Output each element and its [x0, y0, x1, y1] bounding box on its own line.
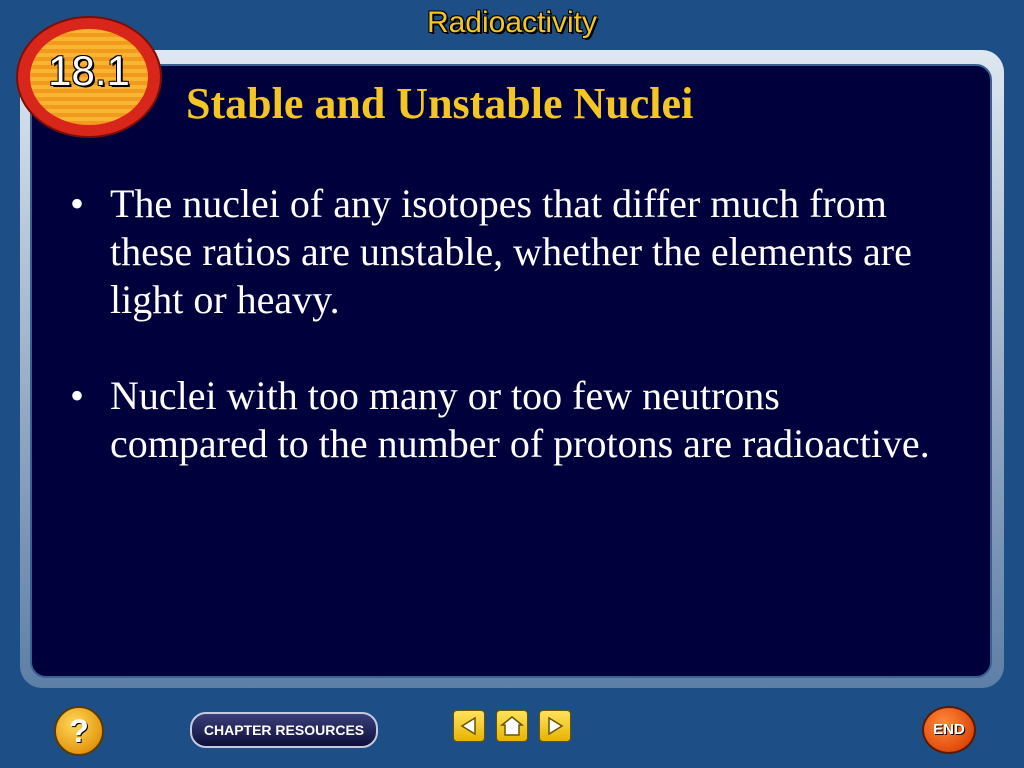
- bullet-item: • The nuclei of any isotopes that differ much from these ratios are unstable, whether the elements are light or heavy.: [70, 180, 930, 324]
- section-badge-inner: [30, 29, 148, 125]
- section-badge: [18, 18, 160, 136]
- previous-arrow-icon: [454, 711, 484, 741]
- home-icon: [497, 711, 527, 741]
- chapter-resources-button[interactable]: CHAPTER RESOURCES: [190, 712, 378, 748]
- next-button[interactable]: [539, 710, 571, 742]
- home-button[interactable]: [496, 710, 528, 742]
- bullet-item: • Nuclei with too many or too few neutrons compared to the number of protons are radioactive.: [70, 372, 930, 468]
- chapter-title: Radioactivity: [426, 6, 598, 39]
- section-number: 18.1: [48, 47, 130, 94]
- help-button[interactable]: ?: [54, 706, 104, 756]
- bullet-list: [70, 180, 930, 516]
- end-button[interactable]: END: [922, 706, 976, 754]
- next-arrow-icon: [540, 711, 570, 741]
- slide-title: Stable and Unstable Nuclei: [186, 79, 694, 128]
- previous-button[interactable]: [453, 710, 485, 742]
